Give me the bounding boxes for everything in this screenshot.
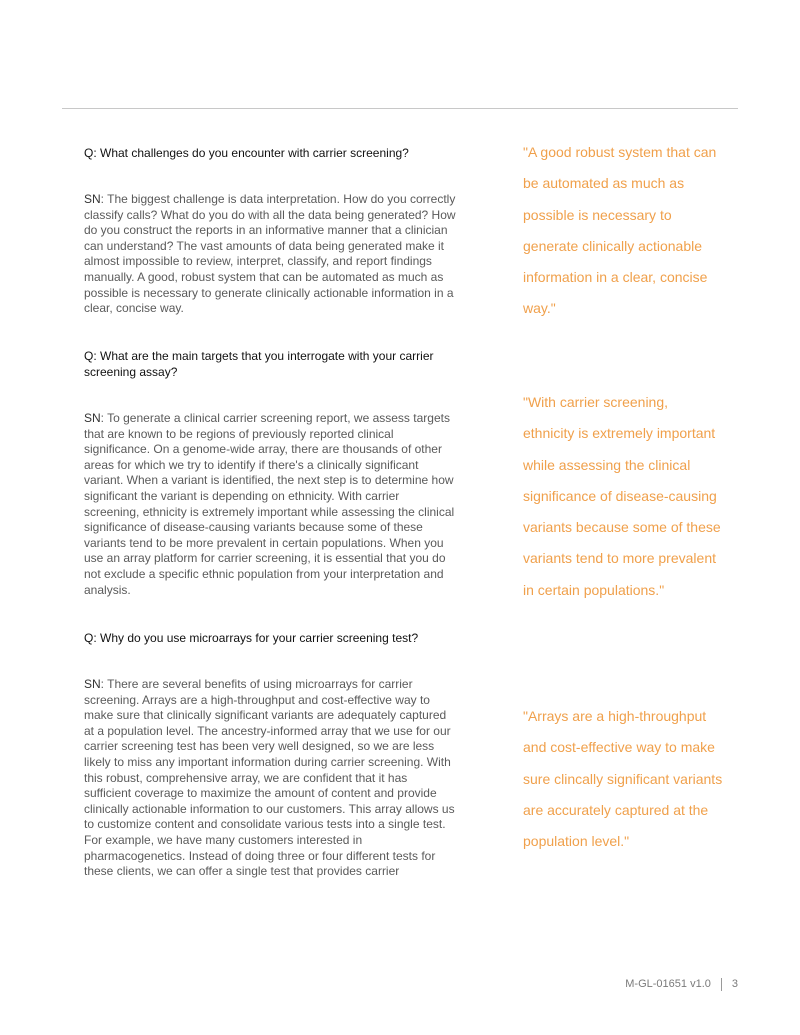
answer-1-text: : The biggest challenge is data interpretation. How do you correctly classify calls? What do you do with all the data being generated? How do you construct the reports in an informative manner that a clinician can understand? The vast amounts of data being generated make it almost impossible to review, interpret, classify, and report findings manually. A good, robust system that can be automated as much as possible is necessary to generate clinically actionable information in a clear, concise way. [84,192,456,316]
page-footer [625,977,738,991]
page-number: 3 [731,978,738,990]
answer-3-text: : There are several benefits of using microarrays for carrier screening. Arrays are a high-throughput and cost-effective way to make sure that clinically significant variants are adequately captured at a population level. The ancestry-informed array that we use for our carrier screening test has been very well designed, so we are less likely to miss any important information during carrier screening. With this robust, comprehensive array, we are confident that it has sufficient coverage to maximize the amount of content and provide clinically actionable information to our customers. This array allows us to customize content and consolidate various tests into a single test. For example, we have many customers interested in pharmacogenetics. Instead of doing three or four different tests for these clients, we can offer a single test that provides carrier [84,677,455,879]
question-3: Q: Why do you use microarrays for your carrier screening test? [84,631,419,645]
footer-separator [721,978,722,991]
pull-quote-1: "A good robust system that can be automated as much as possible is necessary to generate clinically actionable information in a clear, concise way." [523,144,717,317]
answer-1 [84,192,456,317]
answer-3 [84,677,456,880]
pull-quote-3: "Arrays are a high-throughput and cost-effective way to make sure clincally significant variants are accurately captured at the population level." [523,708,723,850]
answer-2 [84,411,456,598]
answer-2-text: : To generate a clinical carrier screening report, we assess targets that are known to be regions of previously reported clinical significance. On a genome-wide array, there are thousands of other areas for which we try to identify if there's a clinically significant variant. When a variant is identified, the next step is to determine how significant the variant is depending on ethnicity. With carrier screening, ethnicity is extremely important while assessing the clinical significance of disease-causing variants because some of these variants tend to be more prevalent in certain populations. When you use an array platform for carrier screening, it is essential that you do not exclude a specific ethnic population from your interpretation and analysis. [84,411,455,597]
answer-2-speaker: SN [84,411,101,425]
question-2: Q: What are the main targets that you interrogate with your carrier screening assay? [84,349,434,379]
header-divider [62,108,738,109]
answer-3-speaker: SN [84,677,101,691]
pull-quote-2: "With carrier screening, ethnicity is extremely important while assessing the clinical significance of disease-causing variants because some of these variants tend to more prevalent in certain populations." [523,394,721,598]
document-code: M-GL-01651 v1.0 [625,978,711,990]
answer-1-speaker: SN [84,192,101,206]
question-1: Q: What challenges do you encounter with carrier screening? [84,146,409,160]
